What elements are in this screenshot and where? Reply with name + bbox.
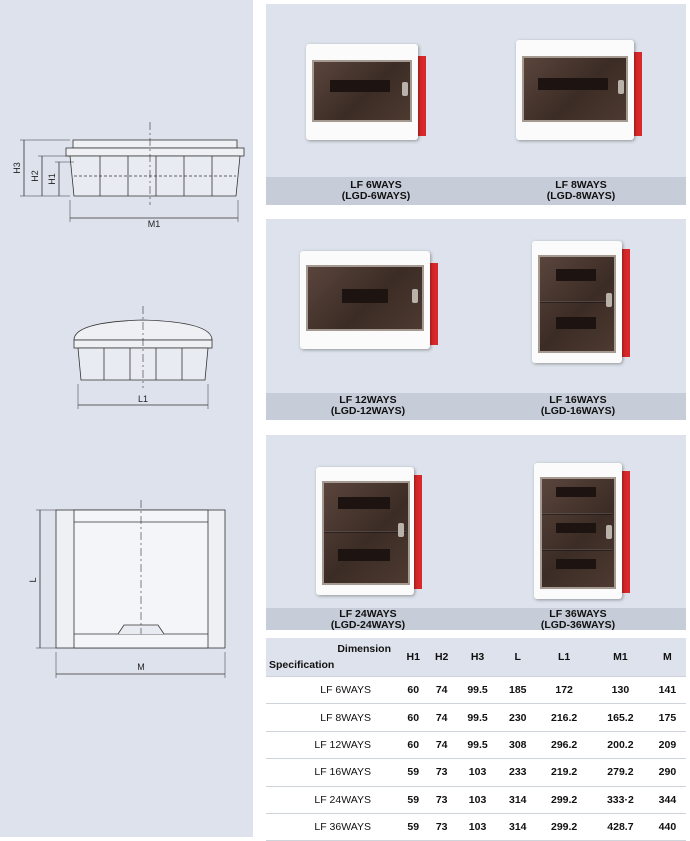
product-name: LF 36WAYS xyxy=(549,608,607,620)
column-header: M1 xyxy=(592,638,649,677)
table-cell: 103 xyxy=(456,786,499,813)
table-header-corner xyxy=(266,638,399,677)
table-cell: 141 xyxy=(649,677,686,704)
table-cell: 314 xyxy=(499,786,536,813)
table-row xyxy=(266,677,686,704)
row-spec-name: LF 6WAYS xyxy=(266,677,399,704)
product-caption-6ways xyxy=(296,180,456,202)
table-cell: 99.5 xyxy=(456,704,499,731)
table-row xyxy=(266,704,686,731)
product-panel-1 xyxy=(266,4,686,205)
row-spec-name: LF 8WAYS xyxy=(266,704,399,731)
product-panel-2 xyxy=(266,219,686,420)
dim-label-l: L xyxy=(28,577,38,583)
dimension-drawings xyxy=(0,0,253,837)
table-cell: 103 xyxy=(456,813,499,840)
table-cell: 59 xyxy=(399,786,427,813)
table-cell: 99.5 xyxy=(456,731,499,758)
column-header: H1 xyxy=(399,638,427,677)
table-cell: 103 xyxy=(456,759,499,786)
table-cell: 175 xyxy=(649,704,686,731)
column-header: H2 xyxy=(427,638,455,677)
product-name: LF 16WAYS xyxy=(549,394,607,406)
dim-label-m1: M1 xyxy=(147,219,161,229)
table-cell: 73 xyxy=(427,786,455,813)
product-name: LF 8WAYS xyxy=(555,179,607,191)
product-code: (LGD-36WAYS) xyxy=(540,619,616,631)
product-caption-8ways xyxy=(501,180,661,202)
table-cell: 185 xyxy=(499,677,536,704)
product-name: LF 12WAYS xyxy=(339,394,397,406)
product-code: (LGD-6WAYS) xyxy=(341,190,411,202)
dim-label-m: M xyxy=(137,662,145,672)
table-cell: 172 xyxy=(536,677,592,704)
table-cell: 290 xyxy=(649,759,686,786)
column-header: M xyxy=(649,638,686,677)
table-cell: 296.2 xyxy=(536,731,592,758)
product-caption-24ways xyxy=(288,609,448,631)
table-cell: 59 xyxy=(399,759,427,786)
dim-label-h3: H3 xyxy=(12,162,22,174)
table-cell: 73 xyxy=(427,813,455,840)
row-spec-name: LF 12WAYS xyxy=(266,731,399,758)
table-cell: 74 xyxy=(427,677,455,704)
table-cell: 216.2 xyxy=(536,704,592,731)
table-cell: 333·2 xyxy=(592,786,649,813)
table-row xyxy=(266,731,686,758)
front-view-drawing xyxy=(36,500,225,678)
column-header: L xyxy=(499,638,536,677)
table-cell: 74 xyxy=(427,731,455,758)
table-cell: 200.2 xyxy=(592,731,649,758)
column-header: L1 xyxy=(536,638,592,677)
table-cell: 299.2 xyxy=(536,786,592,813)
product-panel-3 xyxy=(266,435,686,630)
header-specification-label: Specification xyxy=(269,659,335,671)
column-header: H3 xyxy=(456,638,499,677)
product-caption-16ways xyxy=(498,395,658,417)
table-cell: 233 xyxy=(499,759,536,786)
product-name: LF 24WAYS xyxy=(339,608,397,620)
product-code: (LGD-24WAYS) xyxy=(330,619,406,631)
table-cell: 130 xyxy=(592,677,649,704)
product-name: LF 6WAYS xyxy=(350,179,402,191)
product-code: (LGD-8WAYS) xyxy=(546,190,616,202)
table-cell: 440 xyxy=(649,813,686,840)
table-cell: 99.5 xyxy=(456,677,499,704)
table-cell: 74 xyxy=(427,704,455,731)
table-cell: 344 xyxy=(649,786,686,813)
dim-label-h2: H2 xyxy=(30,170,40,182)
table-cell: 230 xyxy=(499,704,536,731)
table-cell: 314 xyxy=(499,813,536,840)
product-caption-12ways xyxy=(288,395,448,417)
table-cell: 60 xyxy=(399,677,427,704)
product-code: (LGD-12WAYS) xyxy=(330,405,406,417)
table-row xyxy=(266,759,686,786)
table-cell: 73 xyxy=(427,759,455,786)
dimension-table xyxy=(266,638,686,841)
table-cell: 219.2 xyxy=(536,759,592,786)
product-caption-36ways xyxy=(498,609,658,631)
table-cell: 279.2 xyxy=(592,759,649,786)
table-cell: 428.7 xyxy=(592,813,649,840)
product-code: (LGD-16WAYS) xyxy=(540,405,616,417)
technical-drawing-panel xyxy=(0,0,253,837)
side-view-drawing xyxy=(20,122,244,222)
table-cell: 308 xyxy=(499,731,536,758)
dim-label-h1: H1 xyxy=(47,173,57,185)
row-spec-name: LF 36WAYS xyxy=(266,813,399,840)
row-spec-name: LF 16WAYS xyxy=(266,759,399,786)
table-cell: 165.2 xyxy=(592,704,649,731)
table-cell: 209 xyxy=(649,731,686,758)
row-spec-name: LF 24WAYS xyxy=(266,786,399,813)
table-header-row xyxy=(266,638,686,677)
table-cell: 60 xyxy=(399,731,427,758)
header-dimension-label: Dimension xyxy=(337,643,391,655)
dim-label-l1: L1 xyxy=(137,394,149,404)
table-cell: 299.2 xyxy=(536,813,592,840)
table-cell: 60 xyxy=(399,704,427,731)
table-row xyxy=(266,786,686,813)
table-cell: 59 xyxy=(399,813,427,840)
